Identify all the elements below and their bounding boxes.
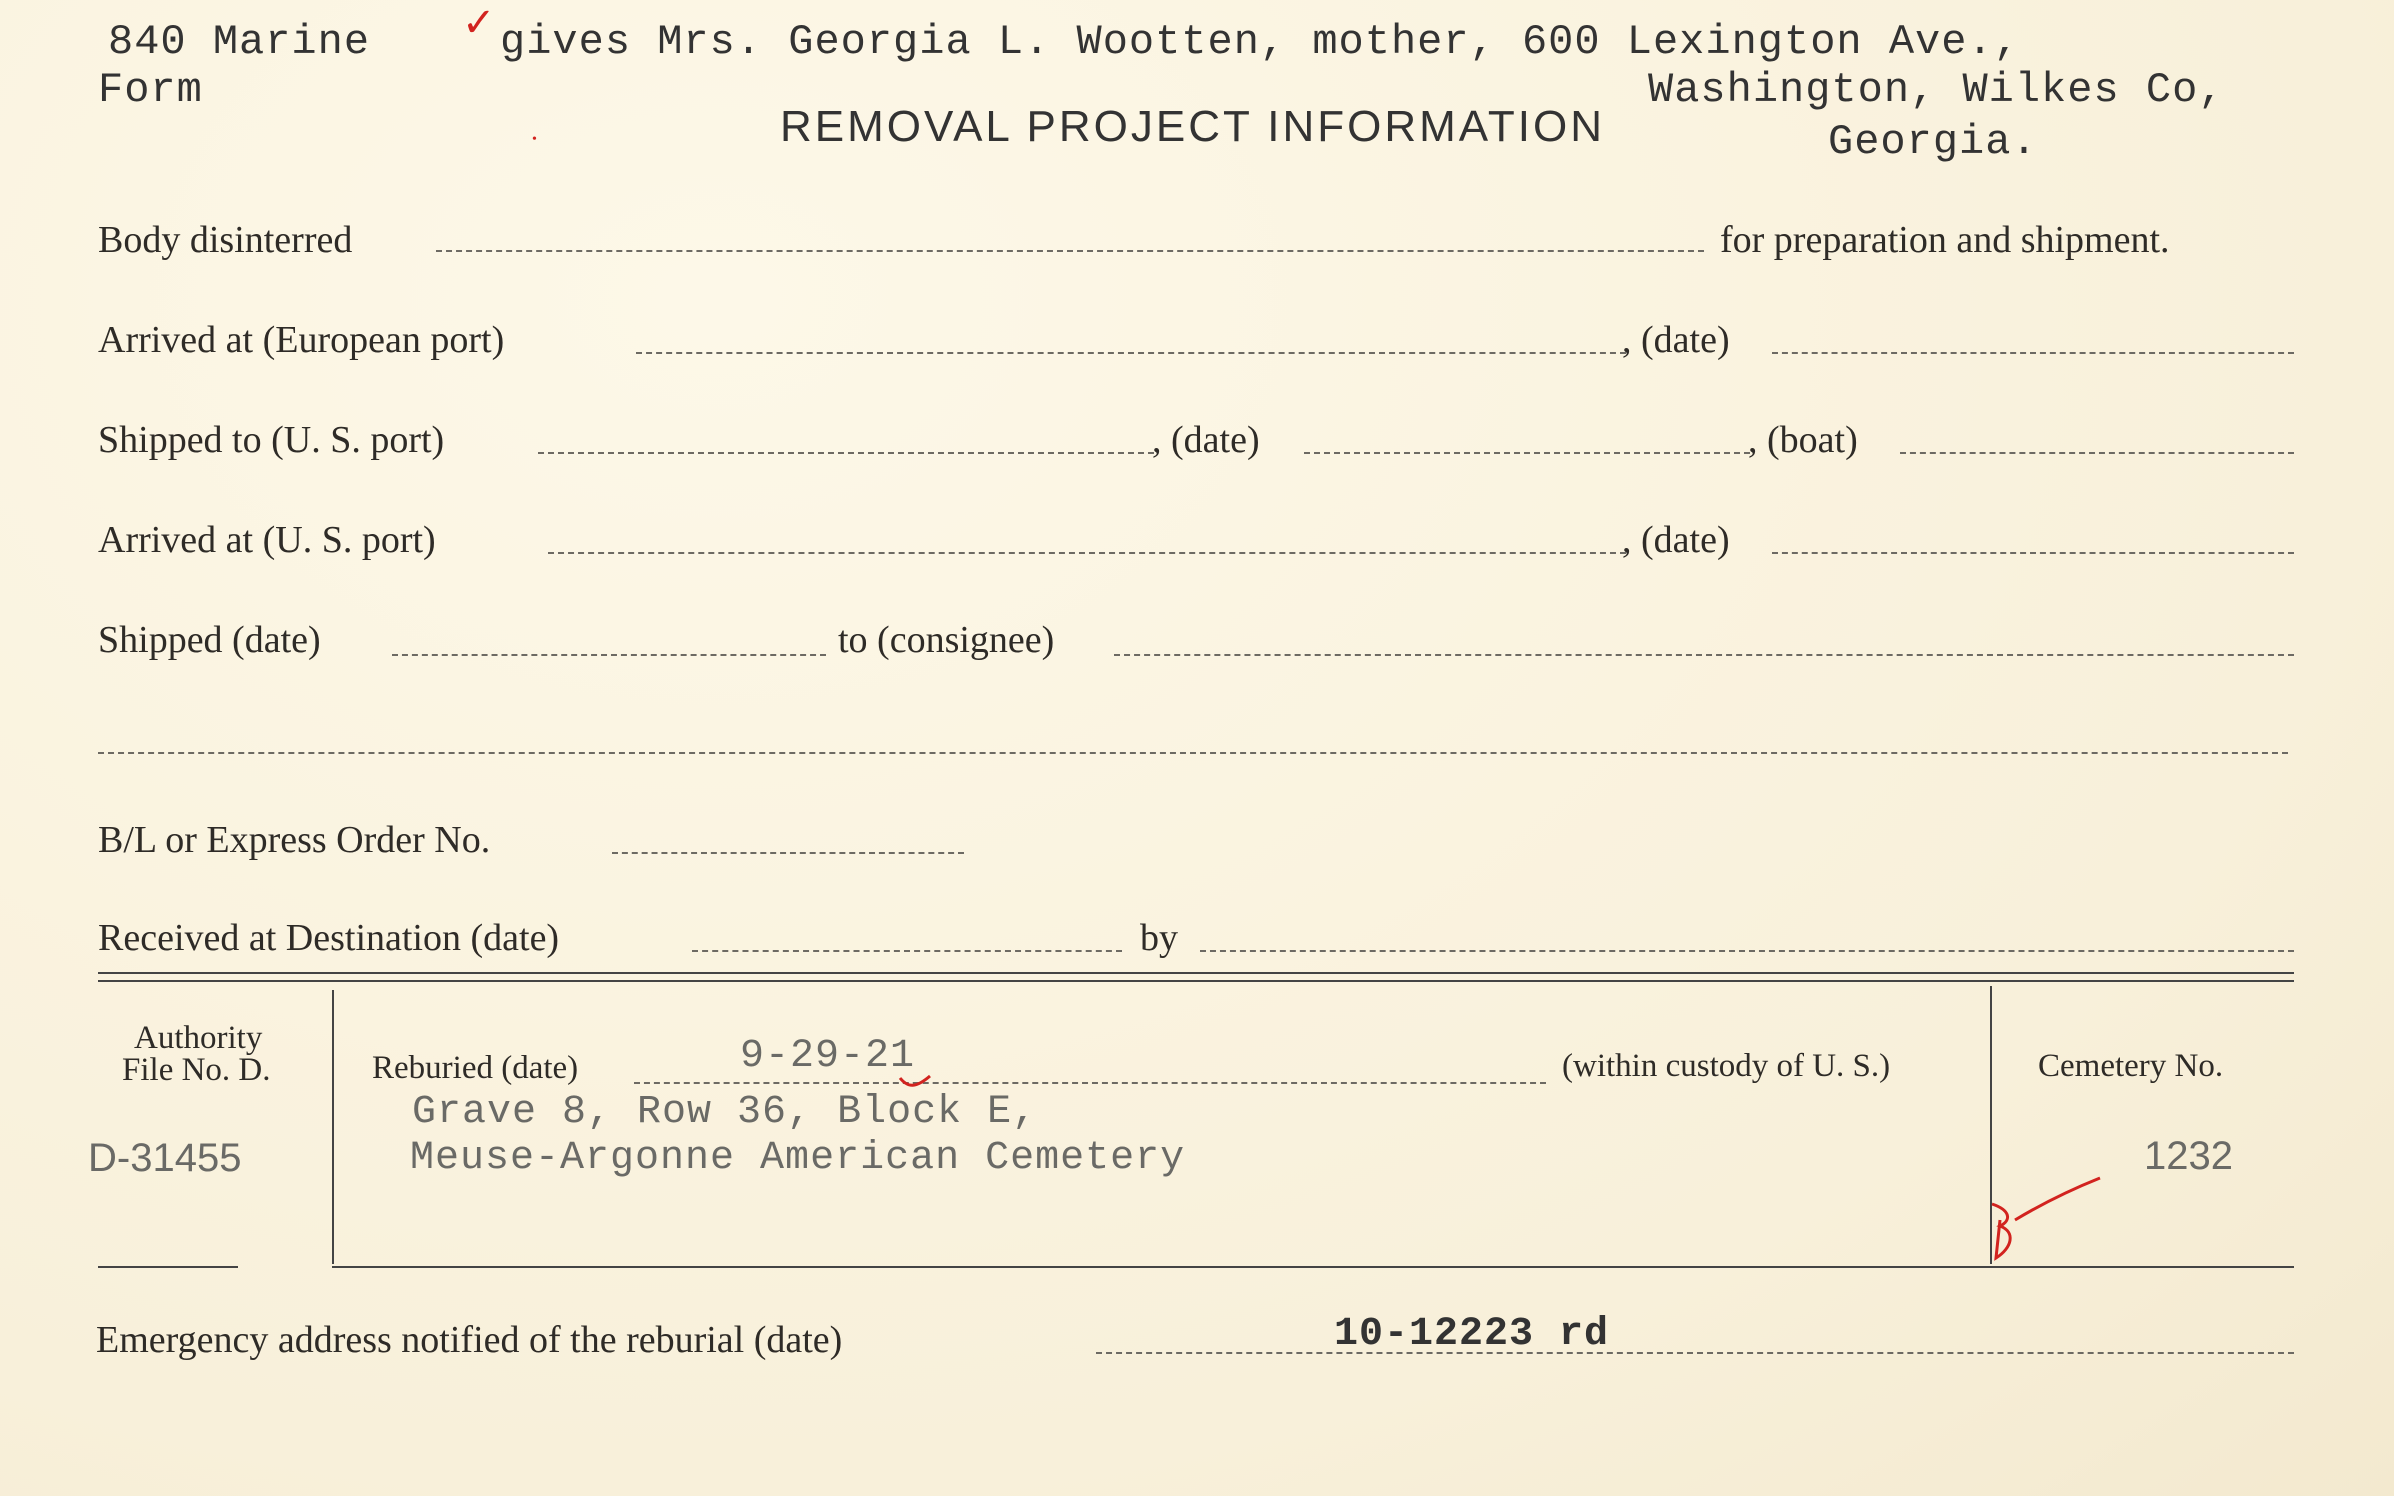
form-number: 840 Marine [108,18,371,66]
box-top-rule-1 [98,972,2294,974]
card-title: REMOVAL PROJECT INFORMATION [780,102,1605,151]
arrived-european-date-label: , (date) [1622,319,1730,361]
shipped-date-line [392,654,826,656]
grave-location: Grave 8, Row 36, Block E, [412,1090,1038,1135]
emergency-line [1096,1352,2294,1354]
next-of-kin-city: Washington, Wilkes Co, [1648,66,2225,114]
form-label: Form [98,66,203,114]
reburied-label: Reburied (date) [372,1050,579,1086]
cemetery-no-label: Cemetery No. [2038,1048,2224,1084]
shipped-us-line [538,452,1154,454]
box-divider-left [332,990,334,1264]
box-top-rule-2 [98,980,2294,982]
red-check-mark: ✓ [462,0,496,46]
for-preparation-label: for preparation and shipment. [1720,219,2170,261]
arrived-european-date-line [1772,352,2294,354]
arrived-us-line [548,552,1626,554]
cemetery-number: 1232 [2144,1134,2233,1178]
boat-label: , (boat) [1748,419,1858,461]
arrived-us-date-line [1772,552,2294,554]
received-by-line [1200,950,2294,952]
shipped-us-date-label: , (date) [1152,419,1260,461]
authority-label: Authority [134,1020,263,1056]
arrived-european-line [636,352,1626,354]
red-tick-mark [896,1070,936,1094]
arrived-european-label: Arrived at (European port) [98,319,505,361]
shipped-date-label: Shipped (date) [98,619,321,661]
box-bottom-rule-left [98,1266,238,1268]
shipped-us-date-line [1304,452,1750,454]
body-disinterred-line [436,250,1704,252]
red-pen-mark [1960,1160,2130,1280]
reburied-line [634,1082,1546,1084]
authority-file-number: D-31455 [88,1136,242,1180]
within-custody-label: (within custody of U. S.) [1562,1048,1891,1084]
cemetery-name: Meuse-Argonne American Cemetery [410,1136,1186,1181]
consignee-line [1114,654,2294,656]
emergency-label: Emergency address notified of the reburial (date) [96,1319,843,1361]
received-label: Received at Destination (date) [98,917,560,959]
consignee-continuation-line [98,752,2288,754]
consignee-label: to (consignee) [838,619,1055,661]
arrived-us-label: Arrived at (U. S. port) [98,519,436,561]
body-disinterred-label: Body disinterred [98,219,353,261]
next-of-kin-line: gives Mrs. Georgia L. Wootten, mother, 600 Lexington Ave., [500,18,2020,66]
received-by-label: by [1140,917,1178,959]
bl-order-label: B/L or Express Order No. [98,819,491,861]
shipped-us-label: Shipped to (U. S. port) [98,419,445,461]
bl-order-line [612,852,964,854]
received-date-line [692,950,1122,952]
emergency-date: 10-12223 rd [1334,1312,1610,1357]
boat-line [1900,452,2294,454]
reburied-date: 9-29-21 [740,1034,916,1079]
file-no-label: File No. D. [122,1052,271,1088]
next-of-kin-state: Georgia. [1828,118,2038,166]
red-dot: • [532,132,537,147]
arrived-us-date-label: , (date) [1622,519,1730,561]
